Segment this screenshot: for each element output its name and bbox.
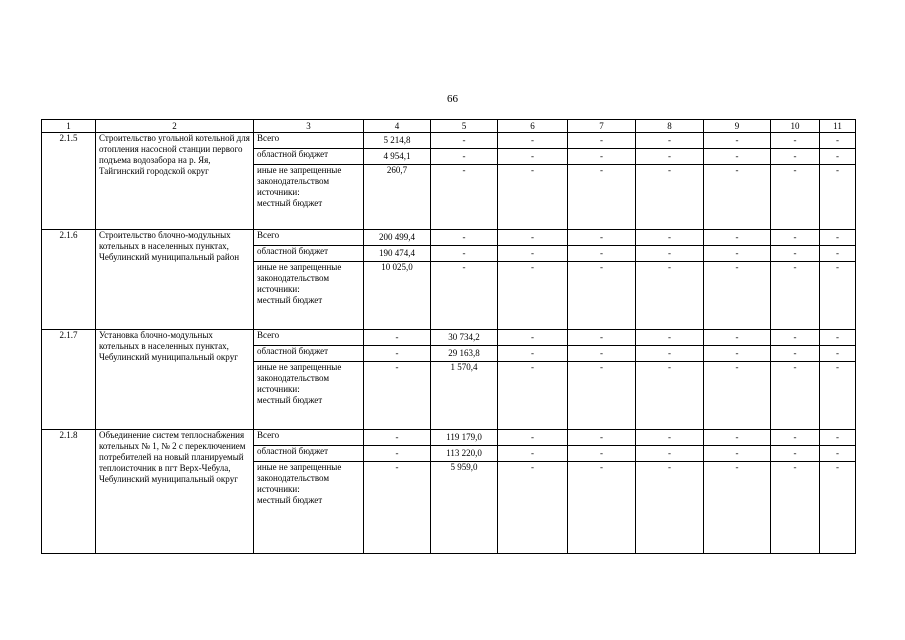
funding-source [254, 165, 364, 230]
funding-source-other: иные не запрещенные законодательством источники: [257, 262, 342, 294]
value-cell-col-7: - [568, 430, 636, 446]
item-code: 2.1.7 [42, 330, 96, 430]
value-cell-col-5: - [431, 262, 498, 330]
value-cell-col-10: - [771, 262, 820, 330]
value-cell-col-6: - [498, 246, 568, 262]
value-cell-col-6: - [498, 446, 568, 462]
value-cell-col-11: - [820, 246, 856, 262]
value-cell-col-10: - [771, 462, 820, 554]
column-number-2: 2 [96, 120, 254, 133]
value-cell-col-11: - [820, 230, 856, 246]
value-cell-col-11: - [820, 133, 856, 149]
value-cell-col-10: - [771, 230, 820, 246]
table-row [42, 133, 856, 149]
value-cell-col-10: - [771, 133, 820, 149]
value-cell-col-6: - [498, 230, 568, 246]
table-row [42, 230, 856, 246]
value-cell-col-5: 5 959,0 [431, 462, 498, 554]
column-number-row [42, 120, 856, 133]
value-cell-col-4: - [364, 446, 431, 462]
value-cell-col-6: - [498, 362, 568, 430]
value-cell-col-7: - [568, 346, 636, 362]
value-cell-col-9: - [704, 330, 771, 346]
value-cell-col-7: - [568, 165, 636, 230]
value-cell-col-8: - [636, 133, 704, 149]
column-number-10: 10 [771, 120, 820, 133]
value-cell-col-5: 119 179,0 [431, 430, 498, 446]
value-cell-col-4: 10 025,0 [364, 262, 431, 330]
value-cell-col-9: - [704, 165, 771, 230]
value-cell-col-9: - [704, 230, 771, 246]
value-cell-col-11: - [820, 362, 856, 430]
financing-table [41, 119, 856, 554]
value-cell-col-10: - [771, 165, 820, 230]
funding-source [254, 262, 364, 330]
funding-source: областной бюджет [254, 346, 364, 362]
value-cell-col-5: 29 163,8 [431, 346, 498, 362]
value-cell-col-11: - [820, 149, 856, 165]
value-cell-col-9: - [704, 462, 771, 554]
column-number-7: 7 [568, 120, 636, 133]
value-cell-col-6: - [498, 430, 568, 446]
value-cell-col-7: - [568, 462, 636, 554]
value-cell-col-5: - [431, 149, 498, 165]
value-cell-col-9: - [704, 149, 771, 165]
value-cell-col-11: - [820, 330, 856, 346]
value-cell-col-6: - [498, 346, 568, 362]
column-number-9: 9 [704, 120, 771, 133]
funding-source: Всего [254, 330, 364, 346]
value-cell-col-5: 30 734,2 [431, 330, 498, 346]
value-cell-col-5: - [431, 230, 498, 246]
value-cell-col-7: - [568, 362, 636, 430]
funding-source: областной бюджет [254, 149, 364, 165]
value-cell-col-10: - [771, 246, 820, 262]
value-cell-col-8: - [636, 446, 704, 462]
value-cell-col-11: - [820, 462, 856, 554]
value-cell-col-4: 4 954,1 [364, 149, 431, 165]
value-cell-col-8: - [636, 330, 704, 346]
page-number: 66 [447, 93, 458, 105]
funding-source-local: местный бюджет [257, 295, 323, 305]
value-cell-col-9: - [704, 430, 771, 446]
item-name: Установка блочно-модульных котельных в населенных пунктах, Чебулинский муниципальный округ [96, 330, 254, 430]
funding-source-other: иные не запрещенные законодательством источники: [257, 165, 342, 197]
value-cell-col-8: - [636, 346, 704, 362]
value-cell-col-10: - [771, 330, 820, 346]
value-cell-col-9: - [704, 262, 771, 330]
table-row [42, 330, 856, 346]
value-cell-col-10: - [771, 430, 820, 446]
value-cell-col-6: - [498, 462, 568, 554]
item-code: 2.1.6 [42, 230, 96, 330]
column-number-5: 5 [431, 120, 498, 133]
value-cell-col-8: - [636, 262, 704, 330]
value-cell-col-4: 200 499,4 [364, 230, 431, 246]
value-cell-col-7: - [568, 149, 636, 165]
item-name: Объединение систем теплоснабжения котельных № 1, № 2 с переключением потребителей на новый планируемый теплоисточник в пгт Верх-Чебула, Чебулинский муниципальный округ [96, 430, 254, 554]
value-cell-col-8: - [636, 362, 704, 430]
funding-source-other: иные не запрещенные законодательством источники: [257, 362, 342, 394]
funding-source: Всего [254, 430, 364, 446]
value-cell-col-4: - [364, 346, 431, 362]
value-cell-col-6: - [498, 165, 568, 230]
value-cell-col-4: - [364, 430, 431, 446]
value-cell-col-6: - [498, 262, 568, 330]
value-cell-col-5: - [431, 133, 498, 149]
column-number-1: 1 [42, 120, 96, 133]
value-cell-col-10: - [771, 362, 820, 430]
item-name: Строительство угольной котельной для отопления насосной станции первого подъема водозабора на р. Яя, Тайгинский городской округ [96, 133, 254, 230]
value-cell-col-7: - [568, 246, 636, 262]
funding-source-local: местный бюджет [257, 495, 323, 505]
funding-source-local: местный бюджет [257, 395, 323, 405]
value-cell-col-7: - [568, 446, 636, 462]
value-cell-col-8: - [636, 246, 704, 262]
column-number-11: 11 [820, 120, 856, 133]
value-cell-col-4: 260,7 [364, 165, 431, 230]
item-name: Строительство блочно-модульных котельных в населенных пунктах, Чебулинский муниципальный район [96, 230, 254, 330]
item-code: 2.1.5 [42, 133, 96, 230]
value-cell-col-6: - [498, 133, 568, 149]
value-cell-col-11: - [820, 446, 856, 462]
funding-source: областной бюджет [254, 246, 364, 262]
table-row [42, 430, 856, 446]
value-cell-col-6: - [498, 330, 568, 346]
value-cell-col-7: - [568, 133, 636, 149]
value-cell-col-8: - [636, 230, 704, 246]
value-cell-col-9: - [704, 346, 771, 362]
funding-source-local: местный бюджет [257, 198, 323, 208]
funding-source [254, 462, 364, 554]
funding-source [254, 362, 364, 430]
value-cell-col-10: - [771, 446, 820, 462]
value-cell-col-5: 113 220,0 [431, 446, 498, 462]
funding-source: областной бюджет [254, 446, 364, 462]
value-cell-col-7: - [568, 230, 636, 246]
value-cell-col-7: - [568, 330, 636, 346]
value-cell-col-6: - [498, 149, 568, 165]
column-number-4: 4 [364, 120, 431, 133]
value-cell-col-8: - [636, 462, 704, 554]
value-cell-col-4: - [364, 462, 431, 554]
funding-source-other: иные не запрещенные законодательством источники: [257, 462, 342, 494]
value-cell-col-8: - [636, 165, 704, 230]
value-cell-col-10: - [771, 149, 820, 165]
value-cell-col-7: - [568, 262, 636, 330]
value-cell-col-10: - [771, 346, 820, 362]
column-number-8: 8 [636, 120, 704, 133]
item-code: 2.1.8 [42, 430, 96, 554]
value-cell-col-4: 190 474,4 [364, 246, 431, 262]
value-cell-col-11: - [820, 165, 856, 230]
value-cell-col-9: - [704, 362, 771, 430]
column-number-6: 6 [498, 120, 568, 133]
value-cell-col-11: - [820, 346, 856, 362]
column-number-3: 3 [254, 120, 364, 133]
value-cell-col-11: - [820, 430, 856, 446]
value-cell-col-11: - [820, 262, 856, 330]
value-cell-col-9: - [704, 246, 771, 262]
value-cell-col-9: - [704, 133, 771, 149]
value-cell-col-4: 5 214,8 [364, 133, 431, 149]
funding-source: Всего [254, 230, 364, 246]
value-cell-col-8: - [636, 149, 704, 165]
value-cell-col-8: - [636, 430, 704, 446]
value-cell-col-5: 1 570,4 [431, 362, 498, 430]
funding-source: Всего [254, 133, 364, 149]
value-cell-col-4: - [364, 330, 431, 346]
value-cell-col-4: - [364, 362, 431, 430]
value-cell-col-5: - [431, 246, 498, 262]
value-cell-col-5: - [431, 165, 498, 230]
value-cell-col-9: - [704, 446, 771, 462]
